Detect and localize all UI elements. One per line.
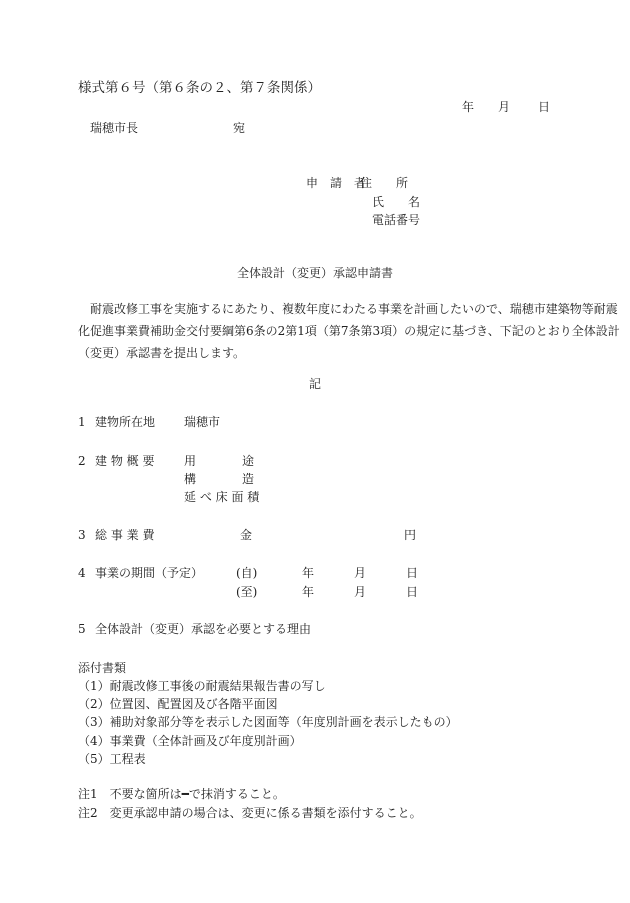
item-4-from: (自): [236, 566, 258, 580]
note-1: 注1 不要な箇所は━で抹消すること。: [78, 787, 285, 801]
item-3-currency: 金: [240, 528, 253, 542]
item-4-from-year: 年: [302, 566, 315, 580]
addressee-honorific: 宛: [233, 121, 246, 135]
attachment-item: （4）事業費（全体計画及び年度別計画）: [78, 734, 302, 748]
attachments-heading: 添付書類: [78, 661, 127, 675]
note-2: 注2 変更承認申請の場合は、変更に係る書類を添付すること。: [78, 806, 422, 820]
item-4-to: (至): [236, 585, 258, 599]
item-4-number: 4: [78, 566, 86, 580]
item-4-to-year: 年: [302, 585, 315, 599]
date-line: [462, 100, 554, 116]
attachment-item: （3）補助対象部分等を表示した図面等（年度別計画を表示したもの）: [78, 715, 458, 729]
item-2-floor-area: 延 べ 床 面 積: [184, 490, 260, 504]
item-2-number: 2: [78, 454, 86, 468]
applicant-label: 申 請 者: [306, 176, 367, 190]
item-5-label: 全体設計（変更）承認を必要とする理由: [95, 622, 312, 636]
item-4-label: 事業の期間（予定）: [95, 566, 204, 580]
body-line: （変更）承認書を提出します。: [78, 346, 246, 360]
body-paragraph: [78, 298, 620, 364]
item-1-value: 瑞穂市: [184, 415, 221, 429]
date-month: 月: [498, 100, 511, 114]
item-4-from-day: 日: [406, 566, 419, 580]
ki-heading: 記: [308, 377, 321, 391]
applicant-address-label: 住 所: [360, 176, 409, 190]
item-3-label: 総 事 業 費: [95, 528, 155, 542]
attachment-item: （5）工程表: [78, 752, 146, 766]
applicant-phone-label: 電話番号: [372, 213, 421, 227]
item-4-to-month: 月: [354, 585, 367, 599]
attachment-item: （2）位置図、配置図及び各階平面図: [78, 697, 278, 711]
body-line: 化促進事業費補助金交付要綱第6条の2第1項（第7条第3項）の規定に基づき、下記のとおり全体設計: [78, 324, 620, 338]
item-2-label: 建 物 概 要: [95, 454, 155, 468]
item-1-label: 建物所在地: [95, 415, 156, 429]
item-2-use-a: 用: [184, 454, 197, 468]
item-4-from-month: 月: [354, 566, 367, 580]
item-4-to-day: 日: [406, 585, 419, 599]
item-3-unit: 円: [404, 528, 417, 542]
item-2-use-b: 途: [242, 454, 255, 468]
attachment-item: （1）耐震改修工事後の耐震結果報告書の写し: [78, 679, 326, 693]
item-2-struct-a: 構: [184, 472, 197, 486]
item-3-number: 3: [78, 528, 86, 542]
document-title: 全体設計（変更）承認申請書: [236, 266, 393, 280]
item-5-number: 5: [78, 622, 86, 636]
date-year: 年: [462, 100, 475, 114]
item-2-struct-b: 造: [242, 472, 255, 486]
item-1-number: 1: [78, 415, 86, 429]
date-day: 日: [538, 100, 551, 114]
form-number: 様式第６号（第６条の２、第７条関係）: [78, 80, 321, 96]
addressee-name: 瑞穂市長: [90, 121, 139, 135]
body-line: 耐震改修工事を実施するにあたり、複数年度にわたる事業を計画したいので、瑞穂市建築物等耐震: [78, 302, 618, 316]
applicant-name-label: 氏 名: [372, 195, 421, 209]
